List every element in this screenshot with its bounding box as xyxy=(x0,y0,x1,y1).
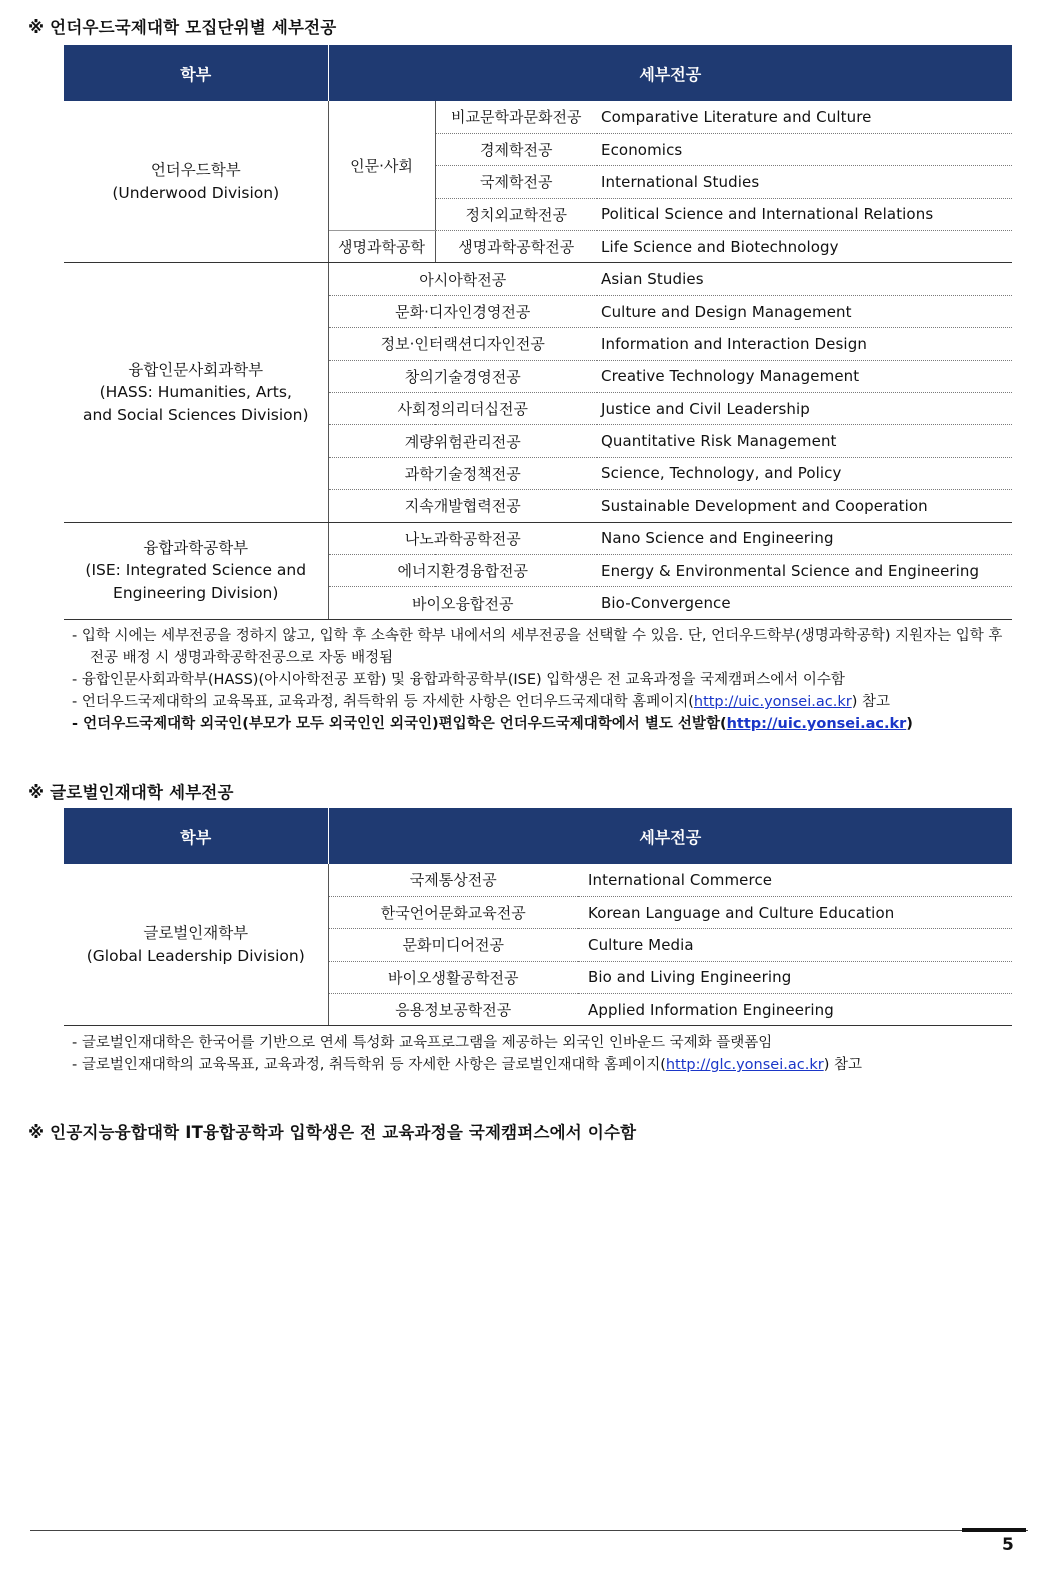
major-kr: 창의기술경영전공 xyxy=(328,360,597,392)
uic-notes xyxy=(72,625,1012,735)
major-en: Economics xyxy=(597,133,1012,165)
division-name-en: (Global Leadership Division) xyxy=(86,946,305,965)
division-underwood xyxy=(64,101,328,263)
major-en: Political Science and International Relations xyxy=(597,198,1012,230)
major-en: Science, Technology, and Policy xyxy=(597,457,1012,489)
major-en: Bio-Convergence xyxy=(597,587,1012,619)
group-humanities-social: 인문·사회 xyxy=(328,101,435,231)
note-item xyxy=(72,713,1012,735)
major-en: Justice and Civil Leadership xyxy=(597,393,1012,425)
division-name: 언더우드학부 xyxy=(150,161,241,180)
major-kr: 에너지환경융합전공 xyxy=(328,554,597,586)
major-kr: 응용정보공학전공 xyxy=(328,994,578,1026)
section-title-ai: ※ 인공지능융합대학 IT융합공학과 입학생은 전 교육과정을 국제캠퍼스에서 이수함 xyxy=(28,1123,637,1142)
note-text: - 언더우드국제대학의 교육목표, 교육과정, 취득학위 등 자세한 사항은 언더우드국제대학 홈페이지( xyxy=(72,694,694,710)
major-en: Quantitative Risk Management xyxy=(597,425,1012,457)
table-row xyxy=(64,864,1012,896)
header-division: 학부 xyxy=(64,808,328,864)
major-kr: 계량위험관리전공 xyxy=(328,425,597,457)
header-major: 세부전공 xyxy=(328,45,1012,101)
division-ise xyxy=(64,522,328,619)
major-kr: 국제학전공 xyxy=(435,166,597,198)
footer-accent-bar xyxy=(962,1528,1026,1532)
note-text: ) 참고 xyxy=(823,1057,862,1073)
division-global xyxy=(64,864,328,1026)
major-kr: 나노과학공학전공 xyxy=(328,522,597,554)
table-header-row xyxy=(64,808,1012,864)
section-title-uic: ※ 언더우드국제대학 모집단위별 세부전공 xyxy=(28,18,337,37)
division-name-en: and Social Sciences Division) xyxy=(82,405,309,424)
major-en: Culture Media xyxy=(578,929,1012,961)
note-text: ) 참고 xyxy=(851,694,890,710)
major-en: International Studies xyxy=(597,166,1012,198)
division-name: 글로벌인재학부 xyxy=(143,924,249,943)
major-kr: 국제통상전공 xyxy=(328,864,578,896)
division-name-en: Engineering Division) xyxy=(113,583,279,602)
major-kr: 지속개발협력전공 xyxy=(328,490,597,522)
table-row xyxy=(64,263,1012,295)
major-en: Creative Technology Management xyxy=(597,360,1012,392)
major-kr: 비교문학과문화전공 xyxy=(435,101,597,133)
note-item xyxy=(72,1054,1012,1076)
note-text: - 글로벌인재대학의 교육목표, 교육과정, 취득학위 등 자세한 사항은 글로벌인재대학 홈페이지( xyxy=(72,1057,666,1073)
division-name-en: (ISE: Integrated Science and xyxy=(85,561,307,580)
major-kr: 사회정의리더십전공 xyxy=(328,393,597,425)
major-en: Energy & Environmental Science and Engineering xyxy=(597,554,1012,586)
section-title-global: ※ 글로벌인재대학 세부전공 xyxy=(28,783,234,802)
major-en: Bio and Living Engineering xyxy=(578,961,1012,993)
division-hass xyxy=(64,263,328,522)
major-kr: 문화·디자인경영전공 xyxy=(328,295,597,327)
major-en: International Commerce xyxy=(578,864,1012,896)
header-division: 학부 xyxy=(64,45,328,101)
division-name: 융합인문사회과학부 xyxy=(128,360,264,379)
major-kr: 생명과학공학전공 xyxy=(435,231,597,263)
glc-homepage-link[interactable]: http://glc.yonsei.ac.kr xyxy=(665,1057,824,1073)
group-life-science: 생명과학공학 xyxy=(328,231,435,263)
major-kr: 바이오생활공학전공 xyxy=(328,961,578,993)
major-kr: 한국언어문화교육전공 xyxy=(328,896,578,928)
major-en: Sustainable Development and Cooperation xyxy=(597,490,1012,522)
major-en: Comparative Literature and Culture xyxy=(597,101,1012,133)
uic-homepage-link[interactable]: http://uic.yonsei.ac.kr xyxy=(693,694,852,710)
major-kr: 정보·인터랙션디자인전공 xyxy=(328,328,597,360)
table-row xyxy=(64,522,1012,554)
division-name: 융합과학공학부 xyxy=(143,538,249,557)
header-major: 세부전공 xyxy=(328,808,1012,864)
major-kr: 경제학전공 xyxy=(435,133,597,165)
major-en: Nano Science and Engineering xyxy=(597,522,1012,554)
global-notes xyxy=(72,1032,1012,1076)
major-kr: 바이오융합전공 xyxy=(328,587,597,619)
uic-homepage-link[interactable]: http://uic.yonsei.ac.kr xyxy=(726,716,907,732)
major-kr: 아시아학전공 xyxy=(328,263,597,295)
note-text: ) xyxy=(906,716,913,732)
major-en: Asian Studies xyxy=(597,263,1012,295)
note-item xyxy=(72,691,1012,713)
major-kr: 문화미디어전공 xyxy=(328,929,578,961)
note-text: - 언더우드국제대학 외국인(부모가 모두 외국인인 외국인)편입학은 언더우드국제대학에서 별도 선발함( xyxy=(72,716,727,732)
major-en: Applied Information Engineering xyxy=(578,994,1012,1026)
global-majors-table xyxy=(64,808,1012,1026)
major-en: Culture and Design Management xyxy=(597,295,1012,327)
major-en: Information and Interaction Design xyxy=(597,328,1012,360)
note-item: - 글로벌인재대학은 한국어를 기반으로 연세 특성화 교육프로그램을 제공하는 외국인 인바운드 국제화 플랫폼임 xyxy=(72,1035,773,1051)
page-number: 5 xyxy=(1002,1535,1014,1555)
table-row xyxy=(64,101,1012,133)
major-en: Life Science and Biotechnology xyxy=(597,231,1012,263)
table-header-row xyxy=(64,45,1012,101)
footer-divider xyxy=(30,1530,1028,1531)
major-en: Korean Language and Culture Education xyxy=(578,896,1012,928)
major-kr: 과학기술정책전공 xyxy=(328,457,597,489)
note-item: - 융합인문사회과학부(HASS)(아시아학전공 포함) 및 융합과학공학부(ISE) 입학생은 전 교육과정을 국제캠퍼스에서 이수함 xyxy=(72,672,845,688)
uic-majors-table xyxy=(64,45,1012,620)
major-kr: 정치외교학전공 xyxy=(435,198,597,230)
division-name-en: (HASS: Humanities, Arts, xyxy=(99,383,292,402)
division-name-en: (Underwood Division) xyxy=(112,183,280,202)
note-item: - 입학 시에는 세부전공을 정하지 않고, 입학 후 소속한 학부 내에서의 세부전공을 선택할 수 있음. 단, 언더우드학부(생명과학공학) 지원자는 입학 후 전공 배정 시 생명과학공학전공으로 자동 배정됨 xyxy=(72,628,1003,666)
